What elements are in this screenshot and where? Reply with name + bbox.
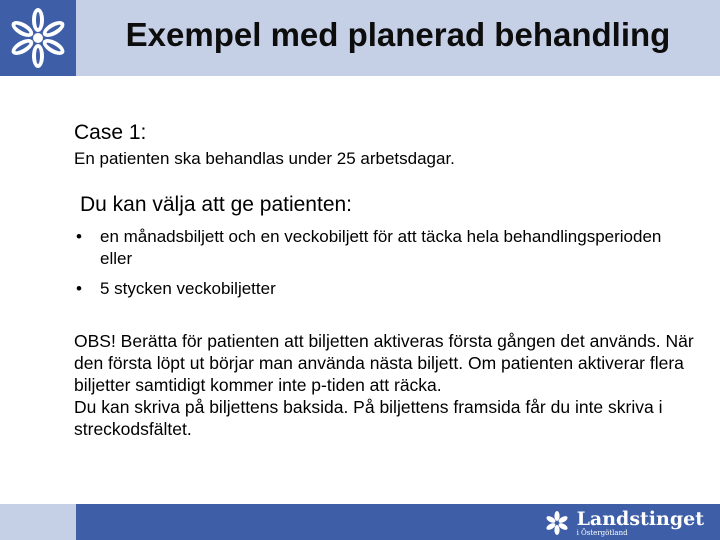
slide-content xyxy=(74,120,694,440)
case-text: En patienten ska behandlas under 25 arbetsdagar. xyxy=(74,149,455,168)
brand-flower-icon xyxy=(543,509,571,537)
brand xyxy=(543,508,704,538)
page-title: Exempel med planerad behandling xyxy=(125,16,671,53)
bullet-list xyxy=(74,226,694,300)
footer-bar xyxy=(76,504,720,540)
brand-subtitle: i Östergötland xyxy=(576,529,628,537)
title-bar xyxy=(76,0,720,76)
note-text-2: Du kan skriva på biljettens baksida. På biljettens framsida får du inte skriva i streckodsfältet. xyxy=(74,397,663,439)
list-item xyxy=(74,226,694,270)
list-item xyxy=(74,278,694,300)
bullet-glyph: • xyxy=(76,227,82,246)
case-title: Case 1: xyxy=(74,121,147,144)
note-text: OBS! Berätta för patienten att biljetten aktiveras första gången det används. När den första löpt ut börjar man använda nästa biljett. Om patienten aktiverar flera biljetter samtidigt kommer inte p-tiden att räcka. xyxy=(74,331,694,395)
bullet-text: 5 stycken veckobiljetter xyxy=(100,279,276,298)
left-strip xyxy=(0,76,76,504)
sub-heading: Du kan välja att ge patienten: xyxy=(80,193,353,216)
bullet-glyph: • xyxy=(76,279,82,298)
snowflake-flower-icon xyxy=(0,0,76,76)
bullet-text: en månadsbiljett och en veckobiljett för att täcka hela behandlingsperioden eller xyxy=(100,227,662,268)
brand-text-group xyxy=(577,509,704,537)
logo-box xyxy=(0,0,76,76)
brand-name: Landstinget xyxy=(576,508,704,530)
footer-left xyxy=(0,504,76,540)
